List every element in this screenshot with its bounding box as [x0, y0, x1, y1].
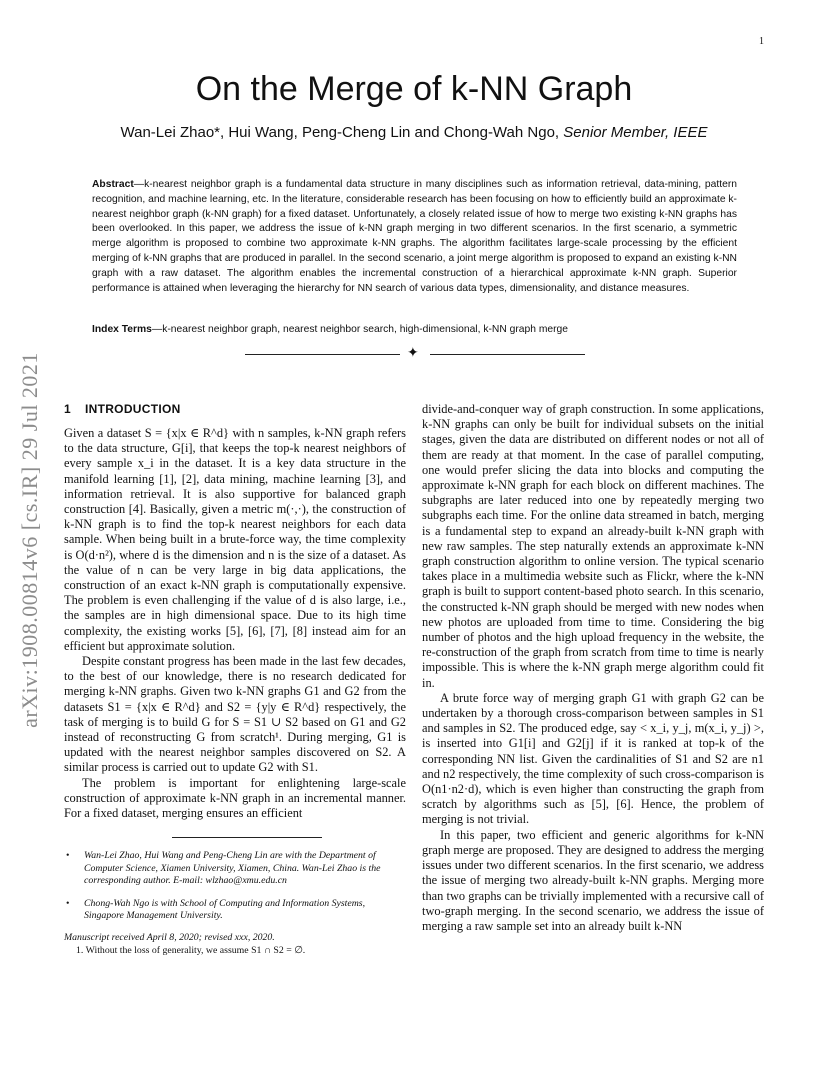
- author-membership: Senior Member, IEEE: [563, 124, 708, 141]
- affiliation-text: Wan-Lei Zhao, Hui Wang and Peng-Cheng Lin are with the Department of Computer Science, Xiamen University, Xiamen, China. Wan-Lei Zhao is the corresponding author. E-mail: wlzhao@xmu.edu.cn: [84, 850, 381, 887]
- author-names: Wan-Lei Zhao*, Hui Wang, Peng-Cheng Lin and Chong-Wah Ngo,: [120, 124, 564, 141]
- paper-title: On the Merge of k-NN Graph: [195, 70, 633, 108]
- body-paragraph: In this paper, two efficient and generic algorithms for k-NN graph merge are proposed. They are designed to address the merging issues under two different scenarios. In the first scenario, we address the issue of merging two already-built k-NN graphs. Merging more than two graphs can be trivially implemented with a recursive call of two-graph merging. In the second scenario, we address the issue of merging a raw sample set into an already built k-NN: [422, 827, 764, 933]
- body-paragraph: Given a dataset S = {x|x ∈ R^d} with n samples, k-NN graph refers to the data structure, G[i], that keeps the top-k nearest neighbors of every sample x_i in the dataset. It is a key data structure in the manifold learning [1], [2], data mining, machine learning [3], and information retrieval. It is also supportive for balanced graph construction [4]. Basically, given a metric m(·,·), the construction of k-NN graph is to find the top-k nearest neighbors for each data sample. When being built in a brute-force way, the time complexity is O(d·n²), where d is the dimension and n is the size of a dataset. As the value of n can be very large in big data applications, the construction of an exact k-NN graph is computationally expensive. The problem is even challenging if the value of d is also large, i.e., the samples are in high dimensional space. Due to its high time complexity, the existing works [5], [6], [7], [8] instead aim for an efficient but approximate solution.: [64, 426, 406, 653]
- separator-line-right: [430, 354, 585, 355]
- abstract-text: —k-nearest neighbor graph is a fundamental data structure in many disciplines such as information retrieval, data-mining, pattern recognition, and machine learning, etc. In the literature, considerable research has been focusing on how to efficiently build an approximate k-nearest neighbor graph (k-NN graph) for a fixed dataset. Unfortunately, a closely related issue of how to merge two existing k-NN graphs has been overlooked. In this paper, we address the issue of k-NN graph merging in two different scenarios. In the first scenario, a symmetric merge algorithm is proposed to combine two approximate k-NN graphs. The algorithm facilitates large-scale processing by the efficient merging of k-NN graphs that are produced in parallel. In the second scenario, a joint merge algorithm is proposed to expand an existing k-NN graph with a raw dataset. The algorithm enables the incremental construction of a hierarchical approximate k-NN graph. Superior performance is attained when leveraging the hierarchy for NN search of various data types, dimensionality, and distance measures.: [92, 179, 737, 294]
- affiliation-text: Chong-Wah Ngo is with School of Computing and Information Systems, Singapore Management University.: [84, 897, 366, 921]
- separator-line-left: [245, 354, 400, 355]
- index-terms-text: —k-nearest neighbor graph, nearest neighbor search, high-dimensional, k-NN graph merge: [151, 324, 569, 335]
- section-separator: [245, 346, 585, 362]
- body-paragraph: Despite constant progress has been made in the last few decades, to the best of our knowledge, there is no research dedicated for merging k-NN graphs. Given two k-NN graphs G1 and G2 from the datasets S1 = {x|x ∈ R^d} and S2 = {y|y ∈ R^d} respectively, the task of merging is to build G for S = S1 ∪ S2 based on G1 and G2 instead of reconstructing G from scratch¹. During merging, G1 is updated with the nearest neighbor samples discovered on S2. A similar process is carried out to update G2 with S1.: [64, 654, 406, 775]
- bullet-icon: •: [66, 897, 70, 909]
- right-column: [422, 402, 764, 934]
- page-number: 1: [759, 36, 764, 47]
- footnote-1: 1. Without the loss of generality, we assume S1 ∩ S2 = ∅.: [76, 945, 306, 957]
- section-number: 1: [64, 402, 71, 416]
- body-paragraph: The problem is important for enlightening large-scale construction of approximate k-NN graph in an incremental manner. For a fixed dataset, merging ensures an efficient: [64, 775, 406, 821]
- section-title: INTRODUCTION: [84, 402, 181, 416]
- affiliation-note: [64, 850, 406, 887]
- abstract: [92, 178, 737, 296]
- manuscript-received-note: Manuscript received April 8, 2020; revised xxx, 2020.: [64, 932, 275, 944]
- abstract-label: Abstract: [92, 179, 134, 190]
- body-paragraph: divide-and-conquer way of graph construction. In some applications, k-NN graphs can only be built for individual subsets on the initial stages, given the data are distributed on different nodes or not all of them are ready at that moment. In the case of parallel computing, one would prefer slicing the data into blocks and computing the approximate k-NN graph for each block on different machines. The subgraphs are later reduced into one by repeatedly merging two subgraphs each time. For the online data streamed in batch, merging is a fundamental step to expand an already-built k-NN graph with new raw samples. The step naturally extends an approximate k-NN graph construction algorithm to online version. The typical scenario takes place in a multimedia website such as Flickr, where the k-NN graph is built to support content-based photo search. In this scenario, the constructed k-NN graph should be merged with new nodes when new photos are uploaded from time to time. Considering the big number of photos and the high upload frequency in the website, the re-construction of the graph from scratch from time to time is nearly impossible. This is where the k-NN graph merge algorithm could fit in.: [422, 402, 764, 690]
- separator-diamond-icon: ✦: [407, 346, 419, 361]
- left-column: [64, 402, 406, 956]
- bullet-icon: •: [66, 850, 70, 862]
- section-heading: [64, 402, 406, 416]
- index-terms: [92, 324, 737, 335]
- index-terms-label: Index Terms: [92, 324, 152, 335]
- footnote-rule: [172, 837, 322, 838]
- body-paragraph: A brute force way of merging graph G1 with graph G2 can be undertaken by a thorough cross-comparison between samples in S1 and samples in S2. The produced edge, say < x_i, y_j, m(x_i, y_j) >, is inserted into G1[i] and G2[j] if it is ranked at top-k of the corresponding NN list. Given the cardinalities of S1 and S2 are n1 and n2 respectively, the time complexity of such cross-comparison is O(n1·n2·d), which is even higher than constructing the graph from scratch by algorithms such as [5], [6]. Hence, the problem of merging is not trivial.: [422, 690, 764, 827]
- author-line: [0, 124, 828, 141]
- affiliation-notes: [64, 850, 406, 922]
- arxiv-identifier-stamp[interactable]: arXiv:1908.00814v6 [cs.IR] 29 Jul 2021: [17, 352, 42, 728]
- affiliation-note: [64, 898, 406, 923]
